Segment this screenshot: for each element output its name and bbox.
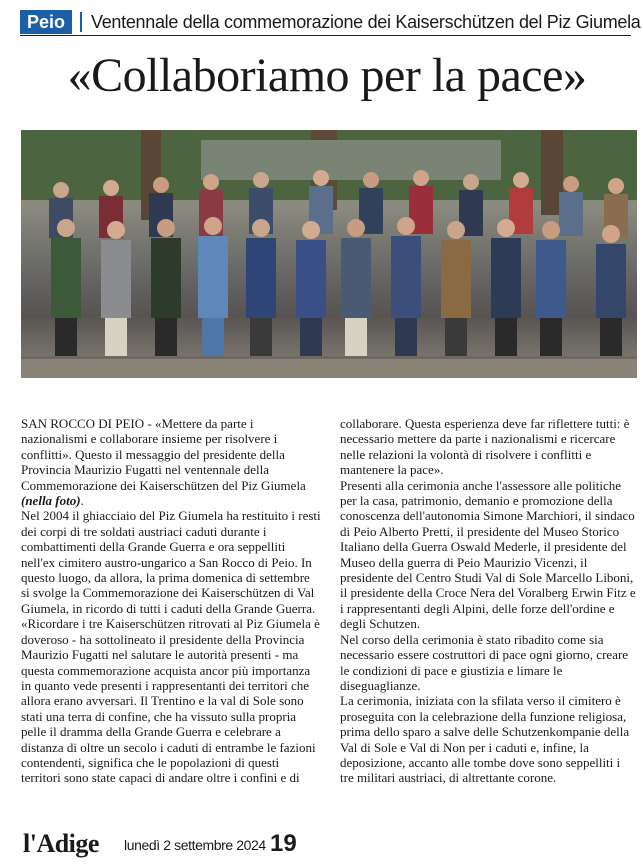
article-lead-end: . (80, 493, 84, 509)
kicker-title: Ventennale della commemorazione dei Kaiserschützen del Piz Giumela (91, 12, 641, 32)
newspaper-logo: l'Adige (23, 829, 99, 858)
page-footer (0, 828, 643, 864)
header-rule (20, 35, 631, 36)
article-column-left (21, 416, 321, 786)
article-lead: SAN ROCCO DI PEIO - «Mettere da parte i nazionalismi e collaborare insieme per risolvere i conflitti». Questo il messaggio del presidente della Provincia Maurizio Fugatti nel ventennale della Commemorazione dei Kaiserschützen del Piz Giumela (21, 416, 306, 493)
article-paragraph: collaborare. Questa esperienza deve far riflettere tutti: è necessario mettere da parte i nazionalismi e ricercare nelle relazioni la volontà di risolvere i conflitti e mantenere la pace». (340, 416, 630, 478)
article-paragraph: Nel corso della cerimonia è stato ribadito come sia necessario essere costruttori di pace ogni giorno, creare le condizioni di pace e giustizia e limare le diseguaglianze. (340, 631, 629, 693)
photo-reference: (nella foto) (21, 493, 81, 509)
article-paragraph: «Ricordare i tre Kaiserschützen ritrovati al Piz Giumela è doveroso - ha sottolineato il presidente della Provincia Maurizio Fugatti nel salutare le autorità presenti - ma questa commemorazione acquista ancor più importanza in quanto vede presenti i rappresentanti dei territori che allora erano avversari. Il Trentino e la val di Sole sono stati una terra di confine, che ha vissuto sulla propria pelle il dramma della Grande Guerra e celebrare a distanza di oltre un secolo i caduti di entrambe le fazioni contendenti, significa che le popolazioni di questi territori sono state capaci di andare oltre i confini e di (21, 616, 320, 786)
section-kicker (20, 10, 641, 34)
kicker-divider (80, 12, 82, 32)
article-column-right (340, 416, 637, 786)
section-label: Peio (20, 10, 72, 34)
page-number: 19 (270, 830, 297, 857)
headline: «Collaboriamo per la pace» (67, 49, 587, 102)
article-paragraph: Presenti alla cerimonia anche l'assessore alle politiche per la casa, patrimonio, demanio e promozione della conoscenza dell'autonomia Simone Marchiori, il sindaco di Peio Alberto Pretti, il presidente del Museo Storico Italiano della Guerra Oswald Mederle, il presidente del Museo della guerra di Peio Maurizio Vicenzi, il presidente del Centro Studi Val di Sole Marcello Liboni, il presidente della Croce Nera del Voralberg Erwin Fitz e i rappresentanti degli Alpini, delle forze dell'ordine e degli Schutzen. (340, 477, 636, 632)
article-paragraph: Nel 2004 il ghiacciaio del Piz Giumela ha restituito i resti dei corpi di tre soldati austriaci caduti durante i combattimenti della Grande Guerra e ora seppelliti nell'ex cimitero austro-ungarico a San Rocco di Peio. In questo luogo, da allora, la prima domenica di settembre si svolge la Commemorazione dei Kaiserschützen di Val Giumela, in ricordo di tutti i caduti della Grande Guerra. (21, 508, 321, 616)
article-paragraph: La cerimonia, iniziata con la sfilata verso il cimitero è proseguita con la celebrazione della funzione religiosa, prima dello sparo a salve delle Schutzenkompanie della Val di Sole e Val di Non per i caduti e, infine, la deposizione, accanto alle tombe dove sono seppelliti i tre militari austriaci, di altrettante corone. (340, 693, 630, 786)
article-photo (21, 130, 637, 378)
issue-date: lunedì 2 settembre 2024 (124, 837, 266, 853)
article-paragraph (21, 416, 321, 508)
